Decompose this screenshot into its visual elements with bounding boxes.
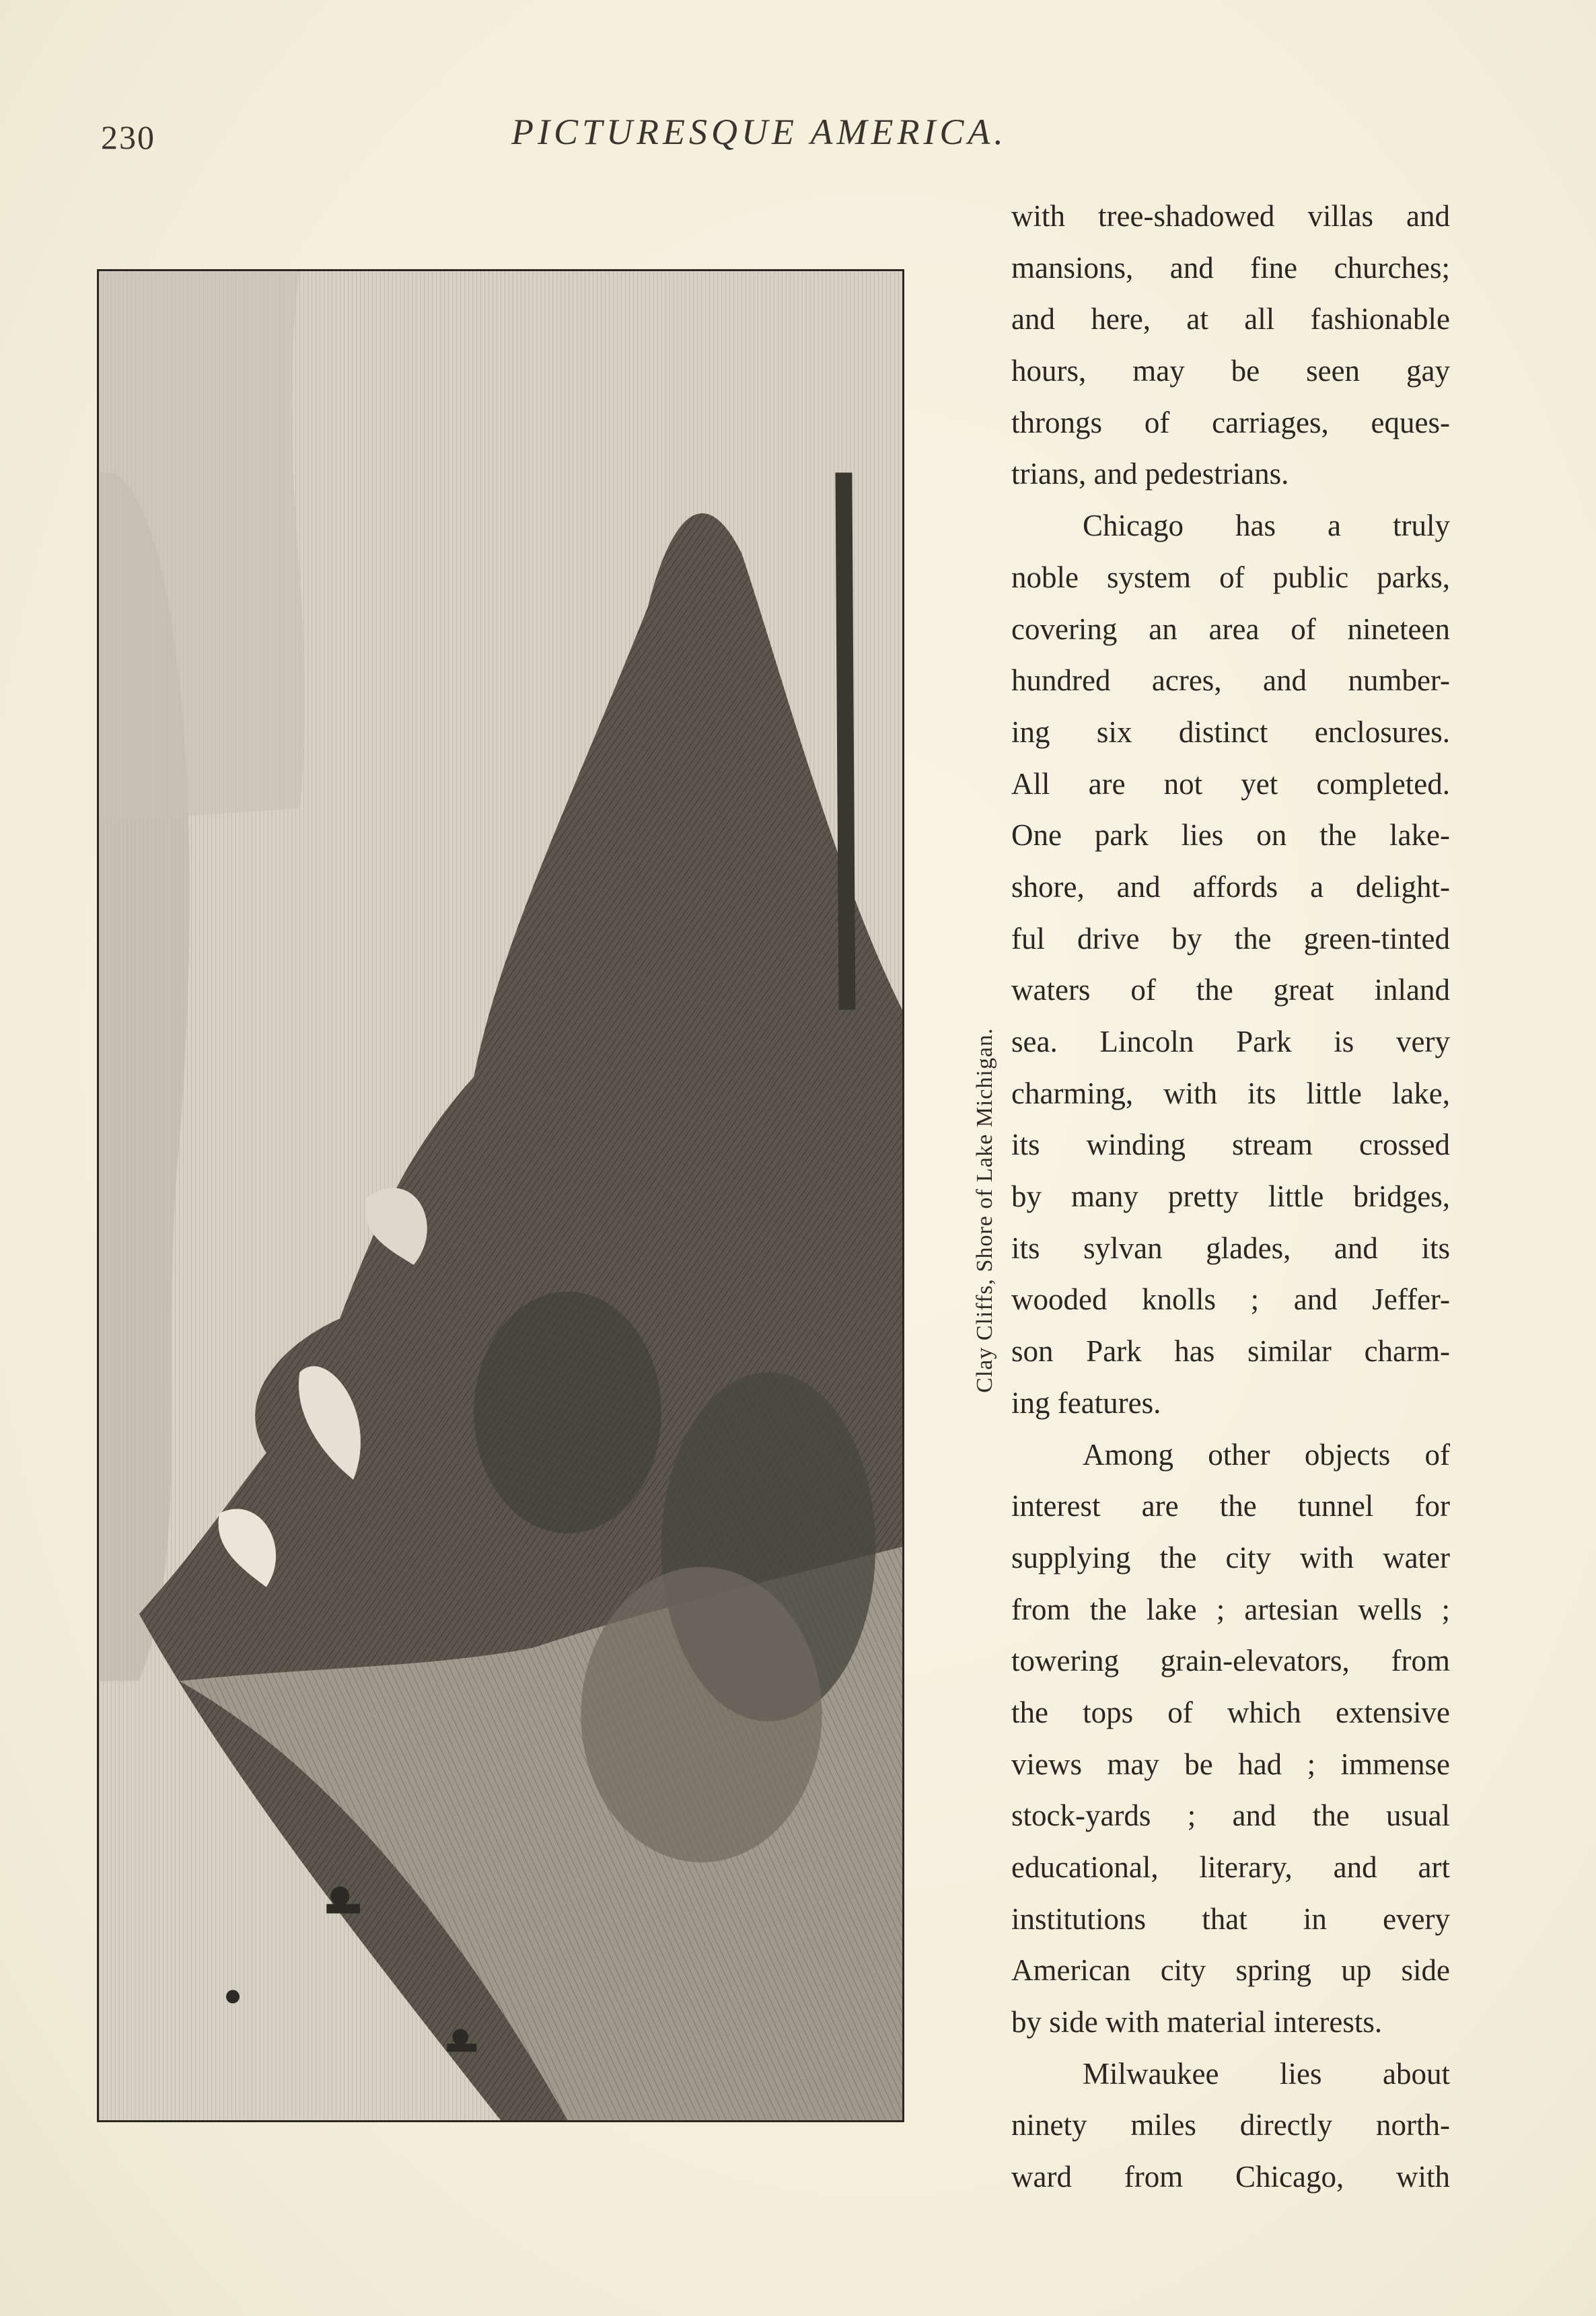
text-line: ing six distinct enclosures. [1011,715,1450,749]
text-line: by side with material interests. [1011,2005,1383,2039]
text-line: son Park has similar charm- [1011,1334,1450,1369]
text-line: ward from Chicago, with [1011,2160,1450,2194]
text-line: ful drive by the green-tinted [1011,921,1450,955]
text-line: its sylvan glades, and its [1011,1231,1450,1265]
text-line: One park lies on the lake- [1011,818,1450,853]
text-line: All are not yet completed. [1011,766,1450,801]
illustration-caption: Clay Cliffs, Shore of Lake Michigan. [972,1027,997,1393]
text-line: Chicago has a truly [1083,509,1450,543]
text-line: charming, with its little lake, [1011,1076,1450,1110]
text-line: noble system of public parks, [1011,560,1450,594]
text-line: ing features. [1011,1385,1161,1420]
text-line: hundred acres, and number- [1011,663,1450,698]
text-line: stock-yards ; and the usual [1011,1799,1450,1833]
text-line: institutions that in every [1011,1902,1450,1936]
text-line: towering grain-elevators, from [1011,1644,1450,1678]
page-number: 230 [101,118,155,156]
text-line: educational, literary, and art [1011,1850,1450,1884]
text-line: by many pretty little bridges, [1011,1180,1450,1214]
text-line: shore, and affords a delight- [1011,869,1450,904]
text-line: supplying the city with water [1011,1540,1450,1575]
text-line: with tree-shadowed villas and [1011,199,1450,233]
text-line: Milwaukee lies about [1083,2056,1450,2091]
text-line: throngs of carriages, eques- [1011,405,1450,439]
text-line: sea. Lincoln Park is very [1011,1025,1450,1058]
text-line: its winding stream crossed [1011,1128,1450,1162]
text-line: ninety miles directly north- [1011,2108,1450,2142]
text-line: waters of the great inland [1011,973,1450,1007]
text-line: hours, may be seen gay [1011,354,1450,388]
running-title: PICTURESQUE AMERICA. [511,112,1007,152]
engraving-illustration [99,271,902,2120]
text-line: the tops of which extensive [1011,1695,1450,1729]
text-line: and here, at all fashionable [1011,302,1450,336]
body-text-column [1011,190,1450,2203]
text-line: interest are the tunnel for [1011,1489,1450,1523]
text-line: from the lake ; artesian wells ; [1011,1592,1450,1626]
text-line: mansions, and fine churches; [1011,250,1450,285]
engraving-clay-cliffs [97,269,904,2122]
text-line: views may be had ; immense [1011,1747,1450,1781]
text-line: wooded knolls ; and Jeffer- [1011,1282,1450,1317]
text-line: American city spring up side [1011,1953,1450,1988]
text-line: covering an area of nineteen [1011,612,1450,646]
text-line: Among other objects of [1083,1437,1450,1472]
text-line: trians, and pedestrians. [1011,457,1289,491]
